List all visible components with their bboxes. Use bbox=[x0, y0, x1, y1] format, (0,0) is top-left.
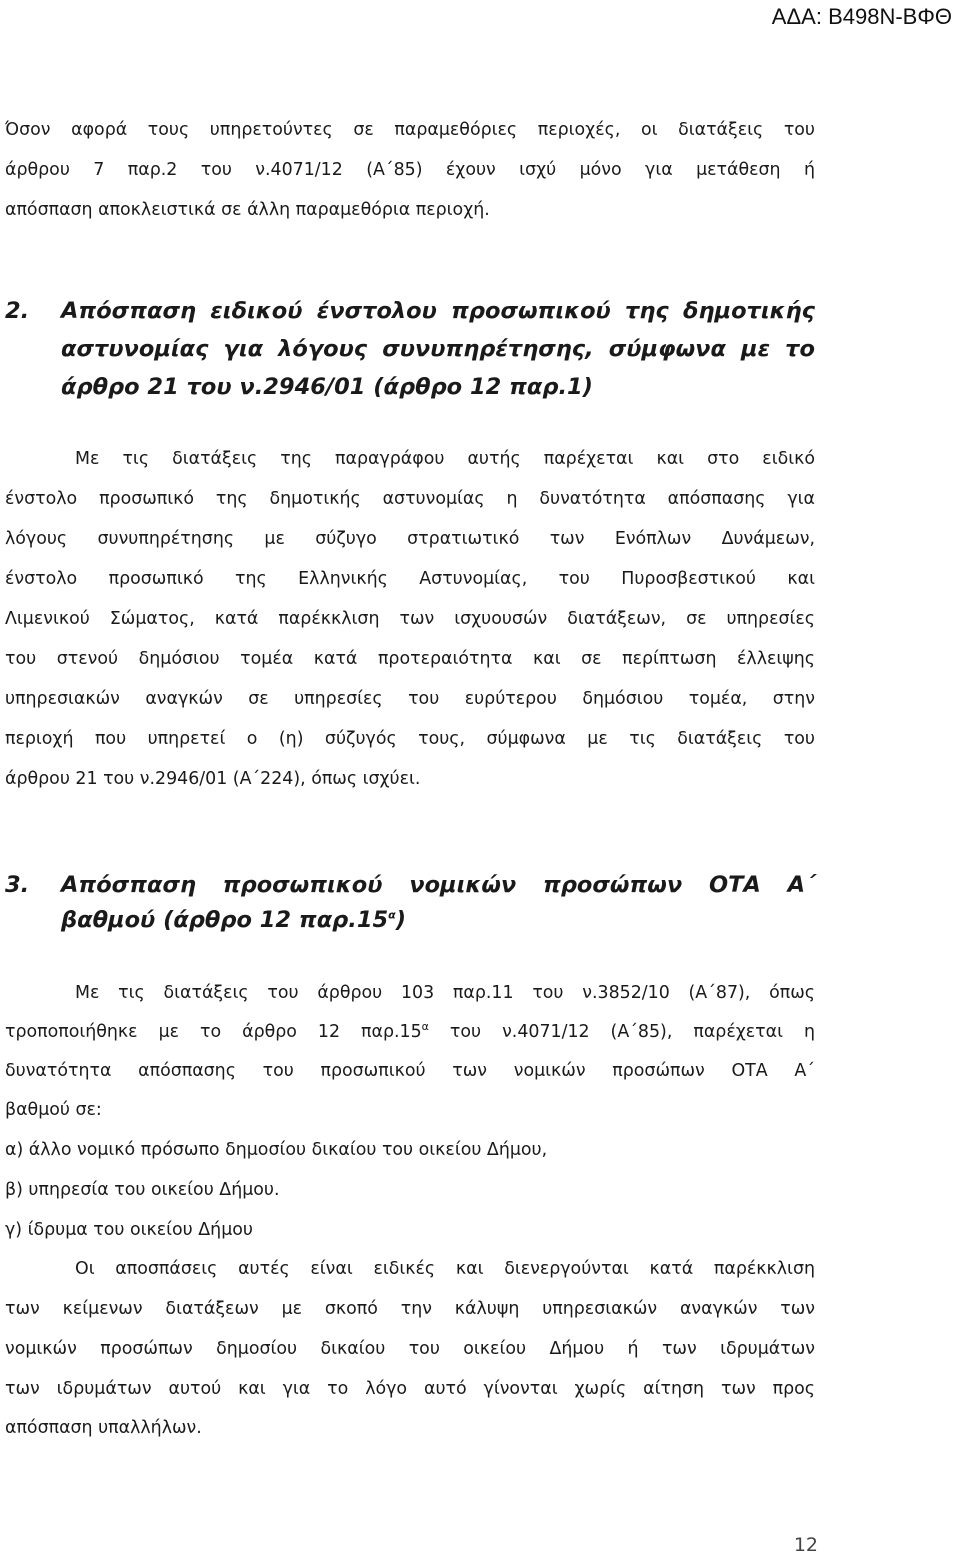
section-2-body-line-2: ένστολο προσωπικό της δημοτικής αστυνομίας η δυνατότητα απόσπασης για bbox=[5, 489, 815, 509]
section-3-option-a: α) άλλο νομικό πρόσωπο δημοσίου δικαίου του οικείου Δήμου, bbox=[5, 1140, 548, 1160]
page-number: 12 bbox=[793, 1534, 818, 1556]
section-2-body-line-3: λόγους συνυπηρέτησης με σύζυγο στρατιωτικό των Ενόπλων Δυνάμεων, bbox=[5, 529, 815, 549]
section-3-body-line-4: βαθμού σε: bbox=[5, 1100, 102, 1120]
section-2-heading-line-2: αστυνομίας για λόγους συνυπηρέτησης, σύμφωνα με το bbox=[61, 336, 815, 362]
section-2-body-line-5: Λιμενικού Σώματος, κατά παρέκκλιση των ισχυουσών διατάξεων, σε υπηρεσίες bbox=[5, 609, 815, 629]
section-2-number: 2. bbox=[5, 298, 30, 324]
section-3-option-c: γ) ίδρυμα του οικείου Δήμου bbox=[5, 1220, 253, 1240]
section-2-heading-line-3: άρθρο 21 του ν.2946/01 (άρθρο 12 παρ.1) bbox=[61, 374, 593, 400]
section-3-closing-line-5: απόσπαση υπαλλήλων. bbox=[5, 1418, 202, 1438]
section-2-heading-line-1: Απόσπαση ειδικού ένστολου προσωπικού της δημοτικής bbox=[61, 298, 815, 324]
section-3-closing-line-1: Οι αποσπάσεις αυτές είναι ειδικές και διενεργούνται κατά παρέκκλιση bbox=[75, 1259, 815, 1279]
section-3-body-line-1: Με τις διατάξεις του άρθρου 103 παρ.11 του ν.3852/10 (Α΄87), όπως bbox=[75, 983, 815, 1003]
section-2-body-line-6: του στενού δημόσιου τομέα κατά προτεραιότητα και σε περίπτωση έλλειψης bbox=[5, 649, 815, 669]
ada-code: ΑΔΑ: Β498Ν-ΒΦΘ bbox=[771, 4, 952, 29]
section-2-body-line-9: άρθρου 21 του ν.2946/01 (Α΄224), όπως ισχύει. bbox=[5, 769, 421, 789]
section-3-closing-line-2: των κείμενων διατάξεων με σκοπό την κάλυψη υπηρεσιακών αναγκών των bbox=[5, 1299, 815, 1319]
section-2-body-line-4: ένστολο προσωπικό της Ελληνικής Αστυνομίας, του Πυροσβεστικού και bbox=[5, 569, 815, 589]
section-3-closing-line-3: νομικών προσώπων δημοσίου δικαίου του οικείου Δήμου ή των ιδρυμάτων bbox=[5, 1339, 815, 1359]
section-3-heading-line-1: Απόσπαση προσωπικού νομικών προσώπων ΟΤΑ Α΄ bbox=[61, 872, 815, 898]
section-3-option-b: β) υπηρεσία του οικείου Δήμου. bbox=[5, 1180, 280, 1200]
section-3-number: 3. bbox=[5, 872, 30, 898]
section-3-closing-line-4: των ιδρυμάτων αυτού και για το λόγο αυτό γίνονται χωρίς αίτηση των προς bbox=[5, 1379, 815, 1399]
section-2-body-line-7: υπηρεσιακών αναγκών σε υπηρεσίες του ευρύτερου δημόσιου τομέα, στην bbox=[5, 689, 815, 709]
intro-line-1: Όσον αφορά τους υπηρετούντες σε παραμεθόριες περιοχές, οι διατάξεις του bbox=[5, 120, 815, 140]
section-3-body-line-2: τροποποιήθηκε με το άρθρο 12 $\pi\alpha\rho.15^\alpha$ του ν.4071/12 (Α΄85), παρέχεται η bbox=[5, 1020, 815, 1042]
section-2-body-line-1: Με τις διατάξεις της παραγράφου αυτής παρέχεται και στο ειδικό bbox=[75, 449, 815, 469]
intro-line-2: άρθρου 7 παρ.2 του ν.4071/12 (Α΄85) έχουν ισχύ μόνο για μετάθεση ή bbox=[5, 160, 815, 180]
section-3-heading-line-2: βαθμού (άρθρο 12 $\pi\alpha\rho.15^\alpha$) bbox=[61, 907, 406, 933]
section-2-body-line-8: περιοχή που υπηρετεί ο (η) σύζυγός τους, σύμφωνα με τις διατάξεις του bbox=[5, 729, 815, 749]
intro-line-3: απόσπαση αποκλειστικά σε άλλη παραμεθόρια περιοχή. bbox=[5, 200, 490, 220]
section-3-body-line-3: δυνατότητα απόσπασης του προσωπικού των νομικών προσώπων ΟΤΑ Α΄ bbox=[5, 1061, 815, 1081]
